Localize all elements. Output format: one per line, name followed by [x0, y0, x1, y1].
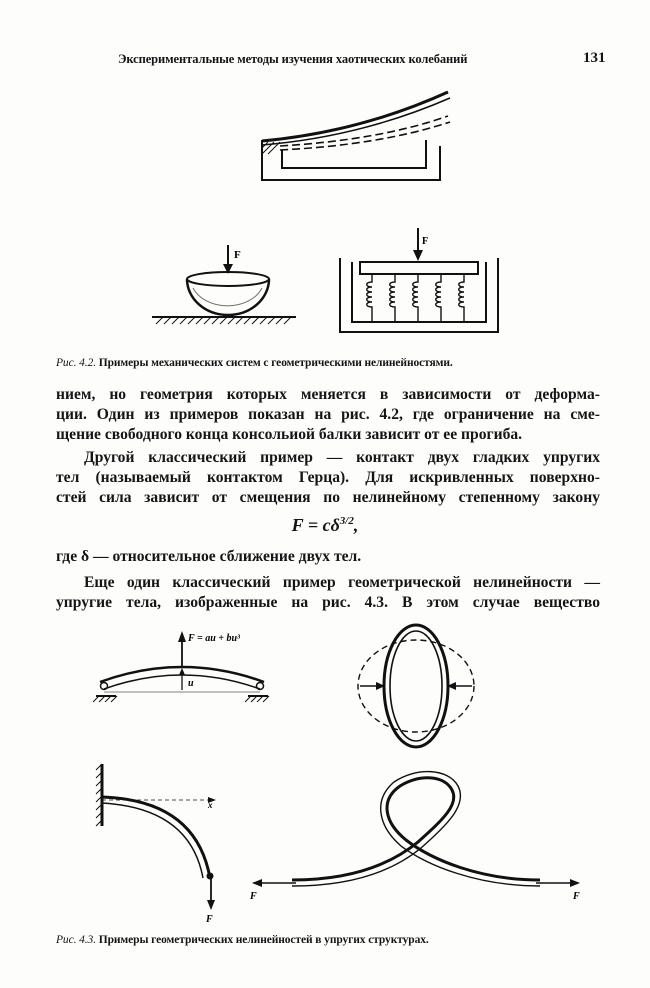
- text-line: щение свободного конца консольиой балки зависит от ее прогиба.: [56, 426, 523, 443]
- loop-force-right: F: [573, 891, 580, 902]
- formula-main: F = cδ: [291, 515, 340, 535]
- force-label-box: F: [422, 236, 429, 247]
- text-line: тел (называемый контактом Герца). Для искривленных поверхно-: [56, 469, 600, 486]
- text-line: ции. Один из примеров показан на рис. 4.2, где ограничение на сме-: [56, 406, 600, 423]
- arch-displacement-label: u: [188, 678, 194, 689]
- loop-force-left: F: [250, 891, 257, 902]
- formula-tail: ,: [353, 515, 359, 535]
- text-line: Другой классический пример — контакт двух гладких упругих: [84, 449, 600, 466]
- figure-4-3-caption: [56, 934, 429, 946]
- running-header-title: Экспериментальные методы изучения хаотических колебаний: [118, 52, 468, 66]
- caption-label: Рис. 4.2.: [56, 357, 96, 369]
- compressed-ring-diagram: [358, 625, 474, 747]
- page-number: 131: [583, 50, 606, 66]
- force-label-hemisphere: F: [234, 249, 241, 261]
- text-line: где δ — относительное сближение двух тел.: [56, 548, 362, 565]
- caption-text: Примеры геометрических нелинейностей в упругих структурах.: [98, 934, 429, 946]
- caption-text: Примеры механических систем с геометрическими нелинейностями.: [98, 357, 453, 369]
- elastic-loop-diagram: [252, 772, 580, 887]
- arched-beam-diagram: [93, 631, 269, 702]
- text-line: нием, но геометрия которых меняется в зависимости от деформа-: [56, 386, 600, 403]
- text-line: упругие тела, изображенные на рис. 4.3. В этом случае вещество: [56, 594, 600, 611]
- cantilever-bending-diagram: [96, 764, 216, 910]
- text-line: стей сила зависит от смещения по нелинейному степенному закону: [56, 489, 600, 506]
- formula-exponent: 3/2: [339, 515, 354, 527]
- caption-label: Рис. 4.3.: [56, 934, 96, 946]
- text-line: Еще один классический пример геометрической нелинейности —: [84, 574, 600, 591]
- arch-force-formula: F = au + bu³: [188, 633, 241, 644]
- cantilever-force-label: F: [206, 914, 213, 925]
- axis-label-x: x: [208, 800, 213, 810]
